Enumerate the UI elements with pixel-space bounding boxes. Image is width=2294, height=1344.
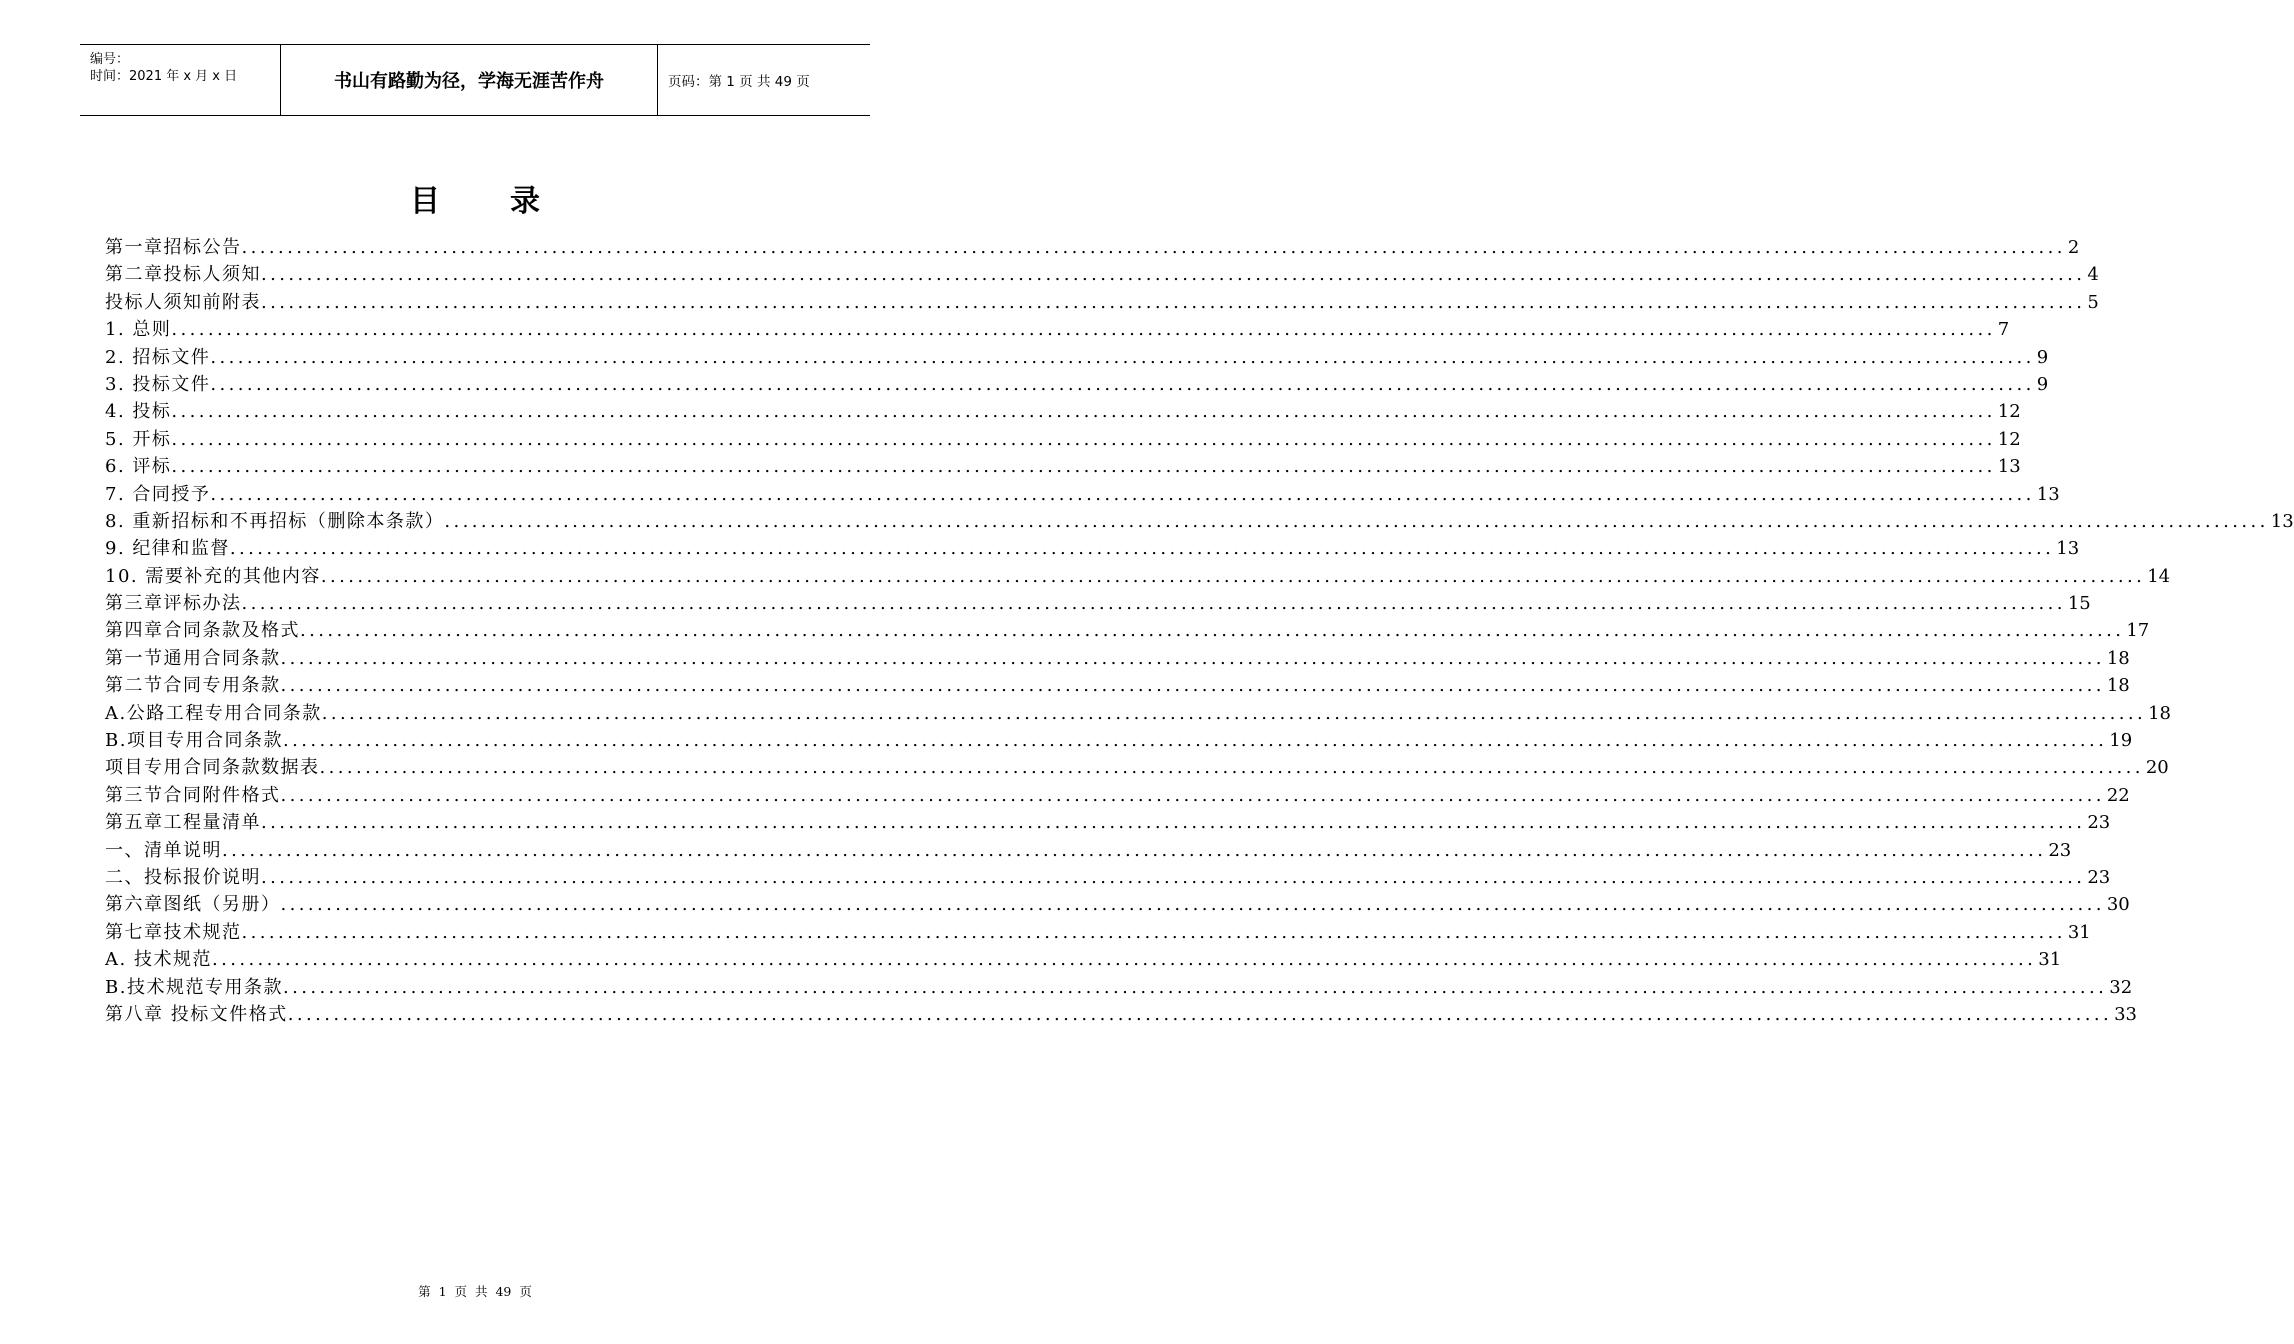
toc-leader-dots: ........................................................................................................................................................................................................ <box>171 456 1996 478</box>
header-page-info: 页码：第 1 页 共 49 页 <box>668 74 810 90</box>
toc-entry-label: 4. 投标 <box>105 401 172 423</box>
toc-entry-label: 项目专用合同条款数据表 <box>105 757 320 779</box>
toc-entry-page: 17 <box>2126 620 2150 642</box>
toc-entry-label: B.项目专用合同条款 <box>105 730 283 752</box>
toc-title: 目录 <box>410 184 610 219</box>
toc-leader-dots: ........................................................................................................................................................................................................ <box>171 401 1996 423</box>
toc-leader-dots: ........................................................................................................................................................................................................ <box>261 291 2086 313</box>
toc-entry-page: 2 <box>2067 237 2080 258</box>
toc-entry-page: 12 <box>1997 428 2021 450</box>
toc-leader-dots: ........................................................................................................................................................................................................ <box>280 894 2105 916</box>
toc-entry[interactable] <box>105 316 2010 343</box>
toc-leader-dots: ........................................................................................................................................................................................................ <box>211 949 2037 971</box>
toc-leader-dots: ........................................................................................................................................................................................................ <box>241 921 2066 943</box>
toc-entry-label: 7. 合同授予 <box>105 483 211 505</box>
toc-entry-page: 23 <box>2087 866 2111 888</box>
toc-entry-page: 18 <box>2106 647 2130 669</box>
toc-entry-page: 9 <box>2036 373 2049 395</box>
toc-entry-label: 第八章 投标文件格式 <box>105 1003 288 1025</box>
toc-entry-label: 第七章技术规范 <box>105 921 242 943</box>
toc-entry-page: 32 <box>2109 976 2133 998</box>
toc-entry-label: 9. 纪律和监督 <box>105 538 230 560</box>
toc-entry[interactable] <box>105 946 2062 973</box>
toc-entry-label: 第二章投标人须知 <box>105 264 261 286</box>
toc-entry-label: 第五章工程量清单 <box>105 812 261 834</box>
toc-entry[interactable] <box>105 481 2060 508</box>
toc-leader-dots: ........................................................................................................................................................................................................ <box>261 812 2086 834</box>
toc-entry-label: 第二节合同专用条款 <box>105 675 281 697</box>
page-footer: 第 1 页 共 49 页 <box>418 1284 532 1299</box>
toc-leader-dots: ........................................................................................................................................................................................................ <box>210 346 2035 368</box>
toc-entry[interactable] <box>105 617 2150 644</box>
toc-entry-label: B.技术规范专用条款 <box>105 976 283 998</box>
toc-entry[interactable] <box>105 261 2099 288</box>
toc-leader-dots: ........................................................................................................................................................................................................ <box>241 237 2066 258</box>
toc-entry-label: 第一节通用合同条款 <box>105 647 281 669</box>
toc-entry-page: 18 <box>2106 675 2130 697</box>
toc-entry[interactable] <box>105 344 2049 371</box>
toc-entry[interactable] <box>105 672 2130 699</box>
toc-entry-label: 第六章图纸（另册） <box>105 894 281 916</box>
toc-entry-page: 31 <box>2067 921 2091 943</box>
toc-entry-page: 14 <box>2147 565 2171 587</box>
toc-entry-label: 10. 需要补充的其他内容 <box>105 565 321 587</box>
toc-entry[interactable] <box>105 234 2080 261</box>
toc-entry[interactable] <box>105 645 2130 672</box>
toc-entry[interactable] <box>105 919 2091 946</box>
toc-entry[interactable] <box>105 809 2111 836</box>
toc-entry-page: 33 <box>2114 1003 2137 1025</box>
toc-entry-page: 13 <box>2270 510 2294 532</box>
toc-leader-dots: ........................................................................................................................................................................................................ <box>280 647 2105 669</box>
toc-entry[interactable] <box>105 782 2130 809</box>
toc-entry-page: 23 <box>2048 839 2072 861</box>
toc-entry[interactable] <box>105 974 2133 1001</box>
toc-leader-dots: ........................................................................................................................................................................................................ <box>320 565 2146 587</box>
toc-entry-label: 6. 评标 <box>105 456 172 478</box>
page-header <box>80 44 870 116</box>
toc-leader-dots: ........................................................................................................................................................................................................ <box>321 702 2147 724</box>
toc-entry-label: 第四章合同条款及格式 <box>105 620 300 642</box>
toc-entry-page: 4 <box>2087 264 2099 286</box>
toc-entry[interactable] <box>105 590 2091 617</box>
number-label: 编号： <box>90 52 130 67</box>
header-motto: 书山有路勤为径，学海无涯苦作舟 <box>280 45 658 115</box>
toc-entry[interactable] <box>105 754 2169 781</box>
toc-entry-page: 23 <box>2087 812 2111 834</box>
toc-leader-dots: ........................................................................................................................................................................................................ <box>210 483 2035 505</box>
toc-entry[interactable] <box>105 700 2171 727</box>
toc-entry-label: 投标人须知前附表 <box>105 291 261 313</box>
toc-entry-page: 12 <box>1997 401 2021 423</box>
toc-entry[interactable] <box>105 1001 2137 1028</box>
toc-entry[interactable] <box>105 727 2133 754</box>
time-label: 时间：2021 年 x 月 x 日 <box>90 69 238 84</box>
header-meta <box>80 45 280 115</box>
toc-leader-dots: ........................................................................................................................................................................................................ <box>280 675 2105 697</box>
toc-entry-label: A. 技术规范 <box>105 949 212 971</box>
toc-leader-dots: ........................................................................................................................................................................................................ <box>444 510 2269 532</box>
toc-entry-label: 8. 重新招标和不再招标（删除本条款） <box>105 510 445 532</box>
toc-entry-label: 5. 开标 <box>105 428 172 450</box>
toc-entry-label: A.公路工程专用合同条款 <box>105 702 322 724</box>
toc-entry-page: 18 <box>2148 702 2171 724</box>
toc-entry-page: 22 <box>2106 784 2130 806</box>
toc-entry-page: 30 <box>2106 894 2130 916</box>
toc-entry[interactable] <box>105 508 2294 535</box>
toc-leader-dots: ........................................................................................................................................................................................................ <box>171 428 1996 450</box>
toc-entry[interactable] <box>105 426 2021 453</box>
toc-leader-dots: ........................................................................................................................................................................................................ <box>241 593 2066 615</box>
toc-entry[interactable] <box>105 289 2099 316</box>
toc-entry[interactable] <box>105 563 2171 590</box>
toc-leader-dots: ........................................................................................................................................................................................................ <box>282 976 2108 998</box>
toc-entry-page: 31 <box>2038 949 2062 971</box>
toc-leader-dots: ........................................................................................................................................................................................................ <box>300 620 2125 642</box>
toc-entry-label: 一、清单说明 <box>105 839 222 861</box>
toc-leader-dots: ........................................................................................................................................................................................................ <box>210 373 2035 395</box>
toc-leader-dots: ........................................................................................................................................................................................................ <box>282 730 2108 752</box>
toc-entry-label: 3. 投标文件 <box>105 373 211 395</box>
toc-entry-page: 13 <box>2036 483 2060 505</box>
toc-entry[interactable] <box>105 535 2080 562</box>
toc-entry-page: 7 <box>1997 319 2010 341</box>
toc-entry-page: 15 <box>2067 593 2091 615</box>
toc-entry[interactable] <box>105 837 2072 864</box>
toc-leader-dots: ........................................................................................................................................................................................................ <box>261 866 2086 888</box>
toc-entry-page: 5 <box>2087 291 2099 313</box>
toc-entry-page: 20 <box>2145 757 2169 779</box>
toc-leader-dots: ........................................................................................................................................................................................................ <box>229 538 2055 560</box>
toc-entry[interactable] <box>105 453 2021 480</box>
toc-leader-dots: ........................................................................................................................................................................................................ <box>261 264 2086 286</box>
toc-entry[interactable] <box>105 864 2111 891</box>
toc-entry-label: 第三章评标办法 <box>105 593 242 615</box>
toc-entry[interactable] <box>105 891 2130 918</box>
toc-entry-label: 2. 招标文件 <box>105 346 211 368</box>
toc-entry[interactable] <box>105 398 2021 425</box>
toc-entry-label: 1. 总则 <box>105 319 172 341</box>
toc-entry-label: 第一章招标公告 <box>105 237 242 258</box>
toc-leader-dots: ........................................................................................................................................................................................................ <box>319 757 2144 779</box>
toc-entry-page: 13 <box>2056 538 2080 560</box>
toc-entry-page: 13 <box>1997 456 2021 478</box>
toc-leader-dots: ........................................................................................................................................................................................................ <box>287 1003 2113 1025</box>
toc-entry-page: 19 <box>2109 730 2133 752</box>
toc-leader-dots: ........................................................................................................................................................................................................ <box>171 319 1996 341</box>
toc-leader-dots: ........................................................................................................................................................................................................ <box>280 784 2105 806</box>
toc-entry[interactable] <box>105 371 2049 398</box>
table-of-contents <box>105 234 2294 1028</box>
toc-leader-dots: ........................................................................................................................................................................................................ <box>222 839 2047 861</box>
toc-entry-label: 第三节合同附件格式 <box>105 784 281 806</box>
toc-entry-label: 二、投标报价说明 <box>105 866 261 888</box>
toc-entry-page: 9 <box>2036 346 2049 368</box>
